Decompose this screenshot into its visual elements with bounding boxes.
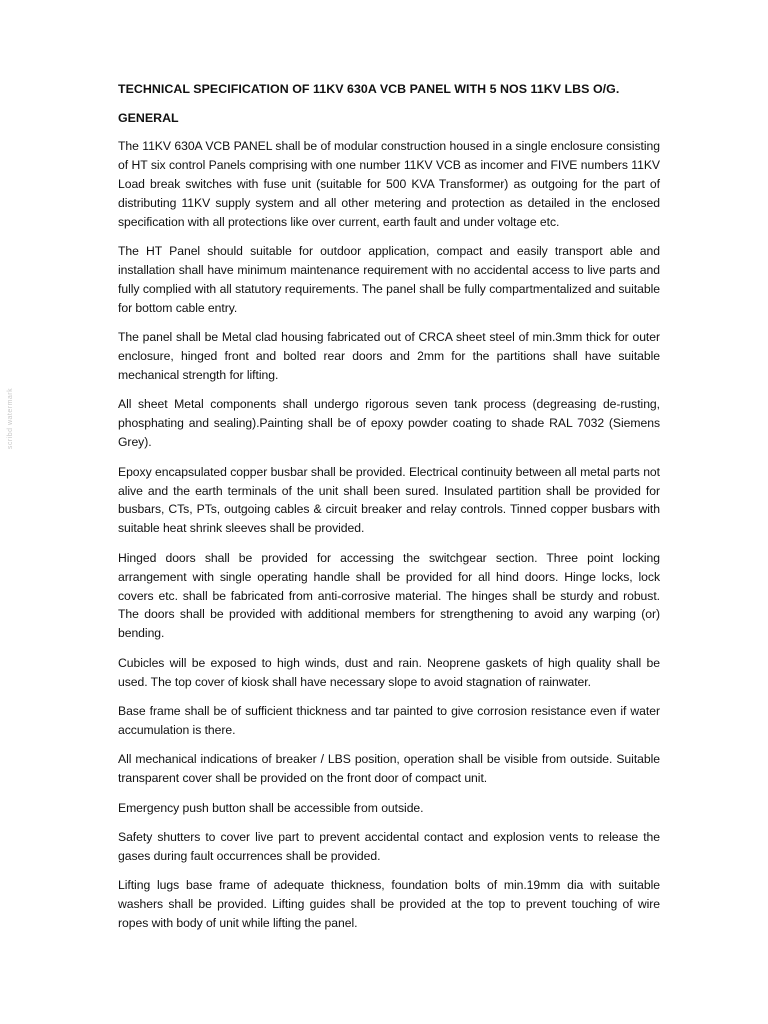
paragraph-hinged-doors: Hinged doors shall be provided for accessing the switchgear section. Three point locking arrangement with single operating handle shall be provided for all hind doors. Hinge locks, lock covers etc. shall be fabricated from anti-corrosive material. The hinges shall be sturdy and robust. The doors shall be provided with additional members for strengthening to avoid any warping (or) bending. (118, 550, 660, 641)
paragraph-busbar: Epoxy encapsulated copper busbar shall be provided. Electrical continuity between all metal parts not alive and the earth terminals of the unit shall been sured. Insulated partition shall be provided for busbars, CTs, PTs, outgoing cables & circuit breaker and relay controls. Tinned copper busbars with suitable heat shrink sleeves shall be provided. (118, 464, 660, 536)
paragraph-ht-panel: The HT Panel should suitable for outdoor application, compact and easily transport able and installation shall have minimum maintenance requirement with no accidental access to live parts and fully complied with all statutory requirements. The panel shall be fully compartmentalized and suitable for bottom cable entry. (118, 244, 660, 315)
paragraph-safety-shutters: Safety shutters to cover live part to prevent accidental contact and explosion vents to release the gases during fault occurrences shall be provided. (118, 830, 660, 863)
paragraph-base-frame: Base frame shall be of sufficient thickness and tar painted to give corrosion resistance even if water accumulation is there. (118, 704, 660, 737)
paragraph-general-description: The 11KV 630A VCB PANEL shall be of modular construction housed in a single enclosure consisting of HT six control Panels comprising with one number 11KV VCB as incomer and FIVE numbers 11KV Load break switches with fuse unit (suitable for 500 KVA Transformer) as outgoing for the part of distributing 11KV supply system and all other metering and protection as detailed in the enclosed specification with all protections like over current, earth fault and under voltage etc. (118, 139, 660, 229)
paragraph-metal-housing: The panel shall be Metal clad housing fabricated out of CRCA sheet steel of min.3mm thick for outer enclosure, hinged front and bolted rear doors and 2mm for the partitions shall have suitable mechanical strength for lifting. (118, 330, 660, 382)
paragraph-emergency-button: Emergency push button shall be accessible from outside. (118, 800, 424, 815)
paragraph-mechanical-indications: All mechanical indications of breaker / LBS position, operation shall be visible from outside. Suitable transparent cover shall be provided on the front door of compact unit. (118, 752, 660, 786)
paragraph-sheet-metal: All sheet Metal components shall undergo rigorous seven tank process (degreasing de-rusting, phosphating and sealing).Painting shall be of epoxy powder coating to shade RAL 7032 (Siemens Grey). (118, 397, 660, 450)
paragraph-cubicles: Cubicles will be exposed to high winds, dust and rain. Neoprene gaskets of high quality shall be used. The top cover of kiosk shall have necessary slope to avoid stagnation of rainwater. (118, 655, 660, 689)
margin-watermark (4, 366, 18, 470)
margin-watermark-text: scribd watermark (7, 387, 15, 449)
document-body (118, 80, 660, 944)
section-heading-general: GENERAL (118, 111, 179, 125)
paragraph-lifting-lugs: Lifting lugs base frame of adequate thickness, foundation bolts of min.19mm dia with suitable washers shall be provided. Lifting guides shall be provided at the top to prevent touching of wire ropes with body of unit while lifting the panel. (118, 878, 660, 931)
document-title: TECHNICAL SPECIFICATION OF 11KV 630A VCB PANEL WITH 5 NOS 11KV LBS O/G. (118, 82, 620, 96)
